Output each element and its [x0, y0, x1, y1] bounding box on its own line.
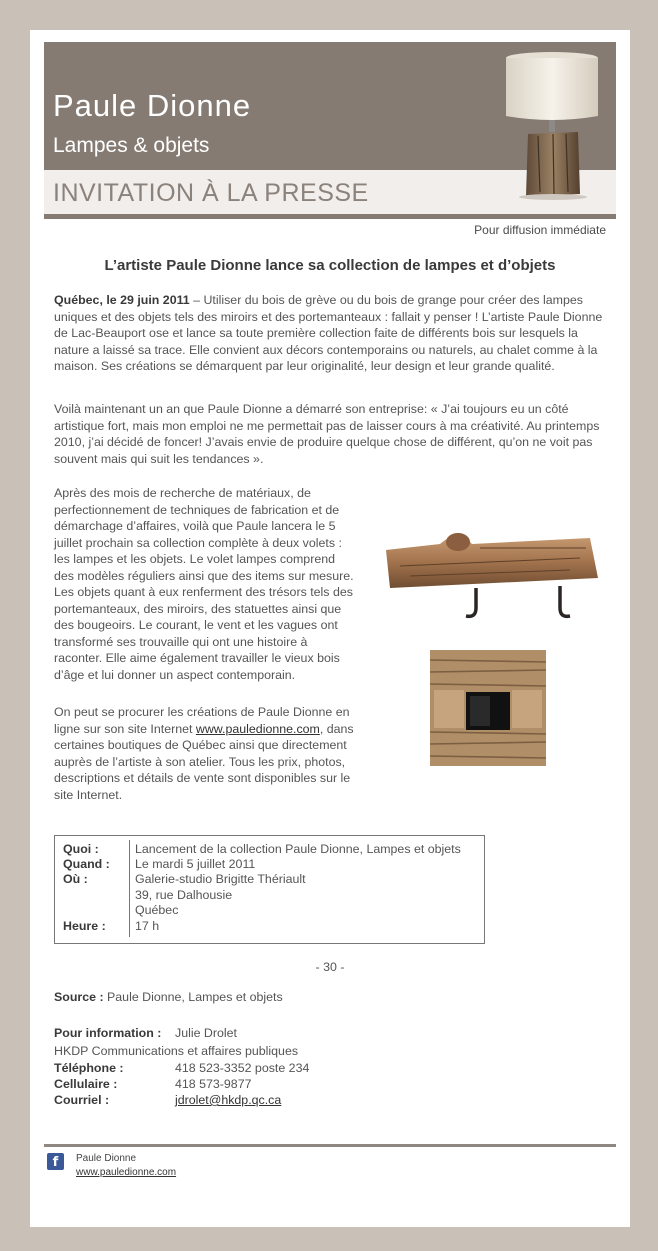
headline: L’artiste Paule Dionne lance sa collection de lampes et d’objets	[104, 257, 556, 274]
header-divider	[44, 214, 616, 219]
event-labels-column	[59, 840, 130, 937]
dateline: Québec, le 29 juin 2011	[54, 293, 190, 307]
paragraph-availability: On peut se procurer les créations de Paule Dionne en ligne sur son site Internet www.pauledionne.com, dans certaines boutiques de Québec ainsi que directement auprès de l’artiste à son atelier. Tous les prix, photos, descriptions et détails de vente sont disponibles sur le site Internet.	[54, 705, 354, 802]
event-where-venue: Galerie-studio Brigitte Thériault	[135, 872, 306, 886]
footer-name: Paule Dionne	[76, 1153, 137, 1164]
contact-cell-line	[54, 1077, 252, 1091]
invitation-title: INVITATION À LA PRESSE	[53, 179, 369, 207]
press-release-sheet	[30, 30, 630, 1227]
event-details-table	[54, 835, 485, 944]
table-lamp-image	[498, 50, 606, 200]
footer-divider	[44, 1144, 616, 1147]
paragraph-quote: Voilà maintenant un an que Paule Dionne a démarré son entreprise: « J’ai toujours eu un côté artistique fort, mais mon emploi ne me permettait pas de laisser cours à ma créativité. Au printemps 2010, j’ai décidé de foncer! J’avais envie de produire quelque chose de différent, qu’on ne voit pas souvent mais qui suit les tendances ».	[54, 402, 600, 466]
email-label: Courriel :	[54, 1093, 110, 1107]
contact-company: HKDP Communications et affaires publiques	[54, 1044, 299, 1058]
paragraph-intro	[54, 292, 609, 375]
facebook-icon[interactable]: f	[47, 1153, 64, 1170]
source-label: Source :	[54, 990, 104, 1004]
label-time: Heure :	[63, 919, 106, 933]
contact-phone-line	[54, 1061, 310, 1075]
event-where-street: 39, rue Dalhousie	[135, 888, 233, 902]
website-link[interactable]: www.pauledionne.com	[195, 721, 320, 736]
event-where-city: Québec	[135, 903, 179, 917]
label-what: Quoi :	[63, 842, 99, 856]
phone-value: 418 523-3352 poste 234	[175, 1061, 310, 1075]
source-value: Paule Dionne, Lampes et objets	[103, 990, 283, 1004]
contact-info-line	[54, 1026, 237, 1040]
driftwood-coat-hook-image	[380, 508, 602, 620]
cell-label: Cellulaire :	[54, 1077, 118, 1091]
paragraph-intro-text: – Utiliser du bois de grève ou du bois de grange pour créer des lampes uniques et des objets tels des miroirs et des portemanteaux : fallait y penser ! L’artiste Paule Dionne de Lac-Beauport ose et lance sa toute première collection faite de différents bois sur lesquels la nature a laissé sa trace. Elle convient aux décors contemporains ou naturels, au chalet comme à la maison. Ses créations se démarquent par leur originalité, leur design et leur grande qualité.	[54, 293, 603, 373]
contact-email-line	[54, 1093, 282, 1107]
contact-info-label: Pour information :	[54, 1026, 162, 1040]
footer-website-link[interactable]: www.pauledionne.com	[76, 1167, 177, 1178]
phone-label: Téléphone :	[54, 1061, 124, 1075]
cell-value: 418 573-9877	[175, 1077, 252, 1091]
brand-name: Paule Dionne	[53, 88, 252, 123]
release-note: Pour diffusion immédiate	[474, 223, 606, 237]
driftwood-mirror-image	[426, 646, 550, 770]
paragraph-collection: Après des mois de recherche de matériaux, de perfectionnement de techniques de fabrication et de démarchage d’affaires, voilà que Paule lancera le 5 juillet prochain sa collection complète à deux volets : les lampes et les objets. Le volet lampes comprend des modèles réguliers ainsi que des items sur mesure. Les objets quant à eux renferment des trésors tels des portemanteaux, des miroirs, des statuettes ainsi que des bougeoirs. Le courant, le vent et les vagues ont transformé ses trouvaille qui ont une histoire à raconter. Elle aime également travailler le vieux bois d’âge et lui donner un aspect contemporain.	[54, 486, 354, 682]
brand-subtitle: Lampes & objets	[53, 134, 210, 157]
label-where: Où :	[63, 872, 88, 886]
contact-name: Julie Drolet	[175, 1026, 237, 1040]
event-what: Lancement de la collection Paule Dionne, Lampes et objets	[135, 842, 461, 856]
source-line	[54, 990, 283, 1004]
page-number: - 30 -	[315, 960, 345, 974]
event-when: Le mardi 5 juillet 2011	[135, 857, 256, 871]
email-link[interactable]: jdrolet@hkdp.qc.ca	[175, 1093, 282, 1107]
label-when: Quand :	[63, 857, 110, 871]
event-time: 17 h	[135, 919, 160, 933]
